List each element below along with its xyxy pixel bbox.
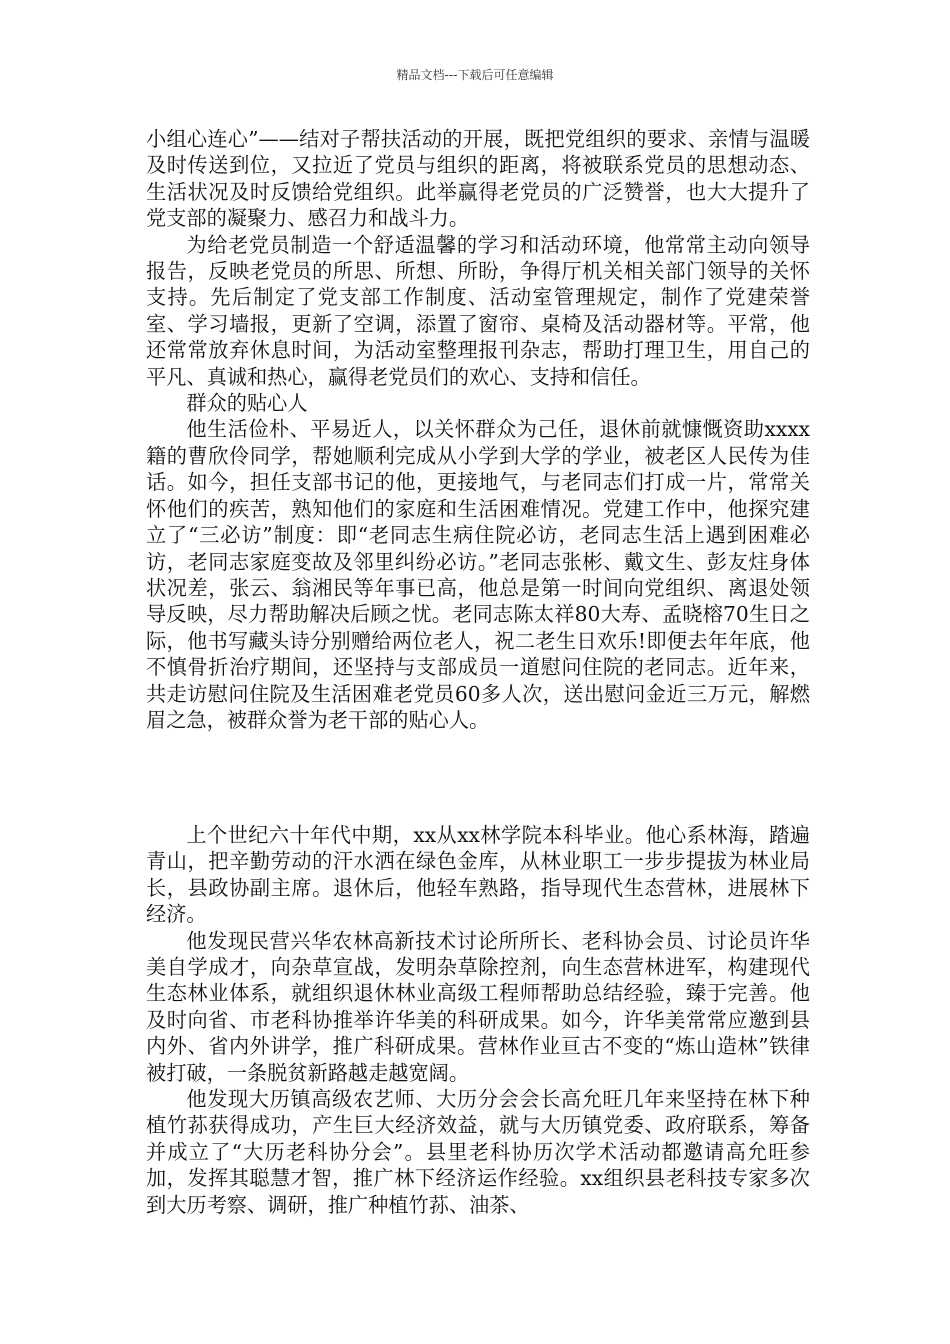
paragraph: 上个世纪六十年代中期，xx从xx林学院本科毕业。他心系林海，踏遍青山，把辛勤劳动的汗水洒在绿色金库，从林业职工一步步提拔为林业局长，县政协副主席。退休后，他轻车熟路，指导现代生态营林，进展林下经济。 <box>146 823 810 927</box>
text-block-bottom <box>146 822 810 1218</box>
paragraph: 为给老党员制造一个舒适温馨的学习和活动环境，他常常主动向领导报告，反映老党员的所思、所想、所盼，争得厅机关相关部门领导的关怀支持。先后制定了党支部工作制度、活动室管理规定，制作了党建荣誉室、学习墙报，更新了空调，添置了窗帘、桌椅及活动器材等。平常，他还常常放弃休息时间，为活动室整理报刊杂志，帮助打理卫生，用自己的平凡、真诚和热心，赢得老党员们的欢心、支持和信任。 <box>146 232 810 389</box>
paragraph: 他生活俭朴、平易近人，以关怀群众为己任，退休前就慷慨资助xxxx籍的曹欣伶同学，帮她顺利完成从小学到大学的学业，被老区人民传为佳话。如今，担任支部书记的他，更接地气，与老同志们打成一片，常常关怀他们的疾苦，熟知他们的家庭和生活困难情况。党建工作中，他探究建立了“三必访”制度：即“老同志生病住院必访，老同志生活上遇到困难必访，老同志家庭变故及邻里纠纷必访。”老同志张彬、戴文生、彭友炷身体状况差，张云、翁湘民等年事已高，他总是第一时间向党组织、离退处领导反映，尽力帮助解决后顾之忧。老同志陈太祥80大寿、孟晓榕70生日之际，他书写藏头诗分别赠给两位老人，祝二老生日欢乐!即便去年年底，他不慎骨折治疗期间，还坚持与支部成员一道慰问住院的老同志。近年来，共走访慰问住院及生活困难老党员60多人次，送出慰问金近三万元，解燃眉之急，被群众誉为老干部的贴心人。 <box>146 417 810 732</box>
paragraph: 他发现大历镇高级农艺师、大历分会会长高允旺几年来坚持在林下种植竹荪获得成功，产生巨大经济效益，就与大历镇党委、政府联系，筹备并成立了“大历老科协分会”。县里老科协历次学术活动都邀请高允旺参加，发挥其聪慧才智，推广林下经济运作经验。xx组织县老科技专家多次到大历考察、调研，推广种植竹荪、油茶、 <box>146 1087 810 1217</box>
page-header-watermark: 精品文档---下载后可任意编辑 <box>396 68 554 82</box>
paragraph: 他发现民营兴华农林高新技术讨论所所长、老科协会员、讨论员许华美自学成才，向杂草宣战，发明杂草除控剂，向生态营林进军，构建现代生态林业体系，就组织退休林业高级工程师帮助总结经验，臻于完善。他及时向省、市老科协推举许华美的科研成果。如今，许华美常常应邀到县内外、省内外讲学，推广科研成果。营林作业亘古不变的“炼山造林”铁律被打破，一条脱贫新路越走越宽阔。 <box>146 928 810 1085</box>
paragraph-continuation: 小组心连心”——结对子帮扶活动的开展，既把党组织的要求、亲情与温暖及时传送到位，又拉近了党员与组织的距离，将被联系党员的思想动态、生活状况及时反馈给党组织。此举赢得老党员的广泛赞誉，也大大提升了党支部的凝聚力、感召力和战斗力。 <box>146 127 810 231</box>
section-heading: 群众的贴心人 <box>186 391 308 416</box>
text-block-top <box>146 126 810 733</box>
